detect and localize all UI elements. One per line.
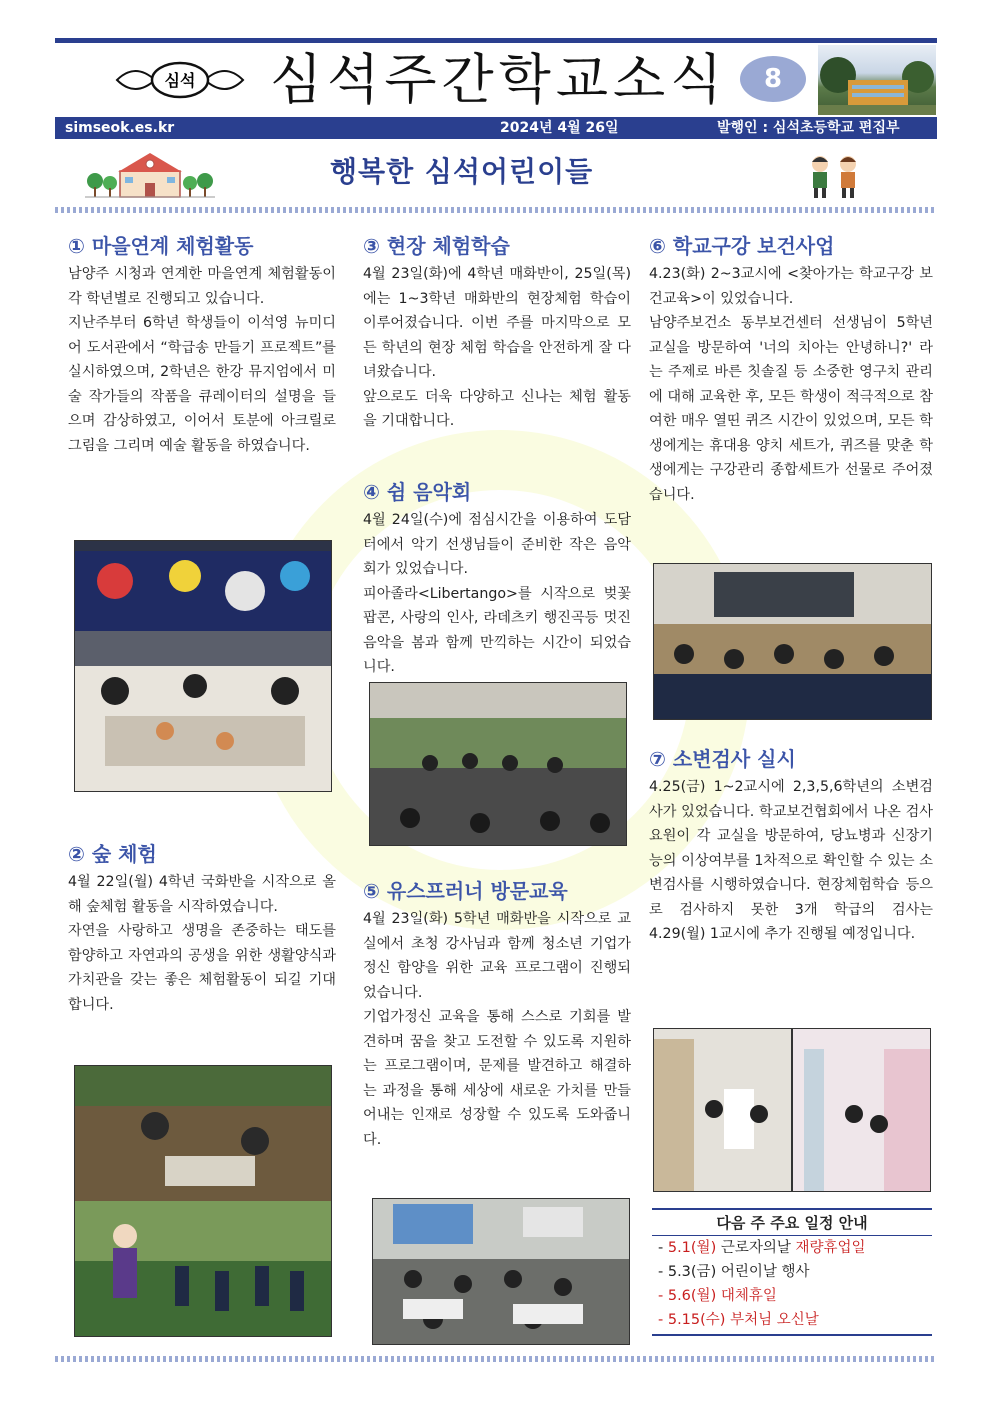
top-divider [55,207,937,213]
bottom-divider [55,1356,937,1362]
subtitle: 행복한 심석어린이들 [330,155,594,188]
youthpreneur-class-photo [372,1198,630,1345]
schedule-item: - 5.15(수) 부처님 오신날 [658,1312,819,1328]
section-4-paragraph: 4월 24일(수)에 점심시간을 이용하여 도담터에서 악기 선생님들이 준비한 작은 음악회가 있었습니다. [363,512,631,577]
dental-education-photo [653,563,932,720]
section-4 [363,478,631,680]
section-5 [363,877,631,1152]
publisher-text: 발행인 : 심석초등학교 편집부 [717,120,900,136]
top-rule [55,38,937,43]
section-7-heading: ⑦ 소변검사 실시 [649,747,796,771]
section-4-paragraph: 피아졸라<Libertango>를 시작으로 벚꽃팝콘, 사랑의 인사, 라데츠키 행진곡등 멋진 음악을 봄과 함께 만끽하는 시간이 되었습니다. [363,585,631,675]
schedule-box [652,1208,932,1336]
issue-date: 2024년 4월 26일 [500,120,619,136]
section-5-paragraph: 4월 23일(화) 5학년 매화반을 시작으로 교실에서 초청 강사님과 함께 청소년 기업가정신 함양을 위한 교육 프로그램이 진행되었습니다. [363,911,631,1001]
section-2-heading: ② 숲 체험 [68,842,157,866]
section-2 [68,840,336,1017]
village-activity-photo [74,540,332,792]
website-text: simseok.es.kr [65,120,175,136]
section-2-paragraph: 자연을 사랑하고 생명을 존중하는 태도를 함양하고 자연과의 공생을 위한 생활양식과 가치관을 갖는 좋은 체험활동이 되길 기대합니다. [68,923,336,1013]
schedule-date: 5.15(수) [667,1312,726,1328]
school-illustration [85,145,215,201]
school-building-photo [818,45,936,115]
section-1-heading: ① 마을연계 체험활동 [68,234,254,258]
schedule-text: 근로자의날 [720,1240,791,1256]
concert-photo [369,682,627,846]
section-3-paragraph: 앞으로도 더욱 다양하고 신나는 체험 활동을 기대합니다. [363,388,631,429]
schedule-text: 대체휴일 [720,1288,777,1304]
section-2-paragraph: 4월 22일(월) 4학년 국화반을 시작으로 올해 숲체험 활동을 시작하였습니다. [68,874,336,915]
section-7 [649,745,933,947]
section-6-heading: ⑥ 학교구강 보건사업 [649,234,835,258]
schedule-text: 부처님 오신날 [730,1312,819,1328]
section-6-paragraph: 4.23(화) 2~3교시에 <찾아가는 학교구강 보건교육>이 있었습니다. [649,266,933,307]
schedule-item: - 5.6(월) 대체휴일 [658,1288,777,1304]
section-5-paragraph: 기업가정신 교육을 통해 스스로 기회를 발견하며 꿈을 찾고 도전할 수 있도록 지원하는 프로그램이며, 문제를 발견하고 해결하는 과정을 통해 세상에 새로운 가치를 만들어내는 인재로 성장할 수 있도록 도와줍니다. [363,1009,631,1148]
info-bar [55,117,937,139]
issue-number-badge: 8 [740,56,806,102]
schedule-bottom-rule [652,1334,932,1336]
section-4-heading: ④ 쉼 음악회 [363,480,472,504]
section-3 [363,232,631,434]
newsletter-title: 심석주간학교소식 [270,48,728,111]
schedule-date: 5.3(금) [667,1264,717,1280]
schedule-title: 다음 주 주요 일정 안내 [652,1208,932,1236]
urine-test-photo [653,1028,931,1192]
forest-experience-photo [74,1065,332,1337]
section-7-paragraph: 4.25(금) 1~2교시에 2,3,5,6학년의 소변검사가 있었습니다. 학교보건협회에서 나온 검사요원이 각 교실을 방문하여, 당뇨병과 신장기능의 이상여부를 1차적으로 확인할 수 있는 소변검사를 시행하였습니다. 현장체험학습 등으로 검사하지 못한 3개 학급의 검사는 4.29(월) 1교시에 추가 진행될 예정입니다. [649,779,933,942]
section-1-paragraph: 남양주 시청과 연계한 마을연계 체험활동이 각 학년별로 진행되고 있습니다. [68,266,336,307]
schedule-item: - 5.3(금) 어린이날 행사 [658,1264,810,1280]
schedule-date: 5.6(월) [667,1288,717,1304]
logo-text: 심석 [164,71,196,90]
school-logo [115,58,245,102]
section-3-paragraph: 4월 23일(화)에 4학년 매화반이, 25일(목)에는 1~3학년 매화반의 현장체험 학습이 이루어졌습니다. 이번 주를 마지막으로 모든 학년의 현장 체험 학습을 안전하게 잘 다녀왔습니다. [363,266,631,380]
section-1 [68,232,336,458]
schedule-item: - 5.1(월) 근로자의날 재량휴업일 [658,1240,866,1256]
schedule-date: 5.1(월) [667,1240,717,1256]
section-3-heading: ③ 현장 체험학습 [363,234,510,258]
schedule-extra: 재량휴업일 [795,1240,866,1256]
section-1-paragraph: 지난주부터 6학년 학생들이 이석영 뉴미디어 도서관에서 “학급송 만들기 프로젝트”를 실시하였으며, 2학년은 한강 뮤지엄에서 미술 작가들의 작품을 큐레이터의 설명을 들으며 감상하였고, 이어서 토분에 아크릴로 그림을 그리며 예술 활동을 하였습니다. [68,315,336,454]
section-6-paragraph: 남양주보건소 동부보건센터 선생님이 5학년 교실을 방문하여 '너의 치아는 안녕하니?' 라는 주제로 바른 칫솔질 등 소중한 영구치 관리에 대해 교육한 후, 모든 학생이 적극적으로 참여한 매우 열띤 퀴즈 시간이 있었으며, 모든 학생에게는 휴대용 양치 세트가, 퀴즈를 맞춘 학생에게는 구강관리 종합세트가 선물로 주어졌습니다. [649,315,933,503]
section-5-heading: ⑤ 유스프러너 방문교육 [363,879,568,903]
schedule-text: 어린이날 행사 [720,1264,810,1280]
section-6 [649,232,933,507]
kids-illustration [800,150,870,200]
